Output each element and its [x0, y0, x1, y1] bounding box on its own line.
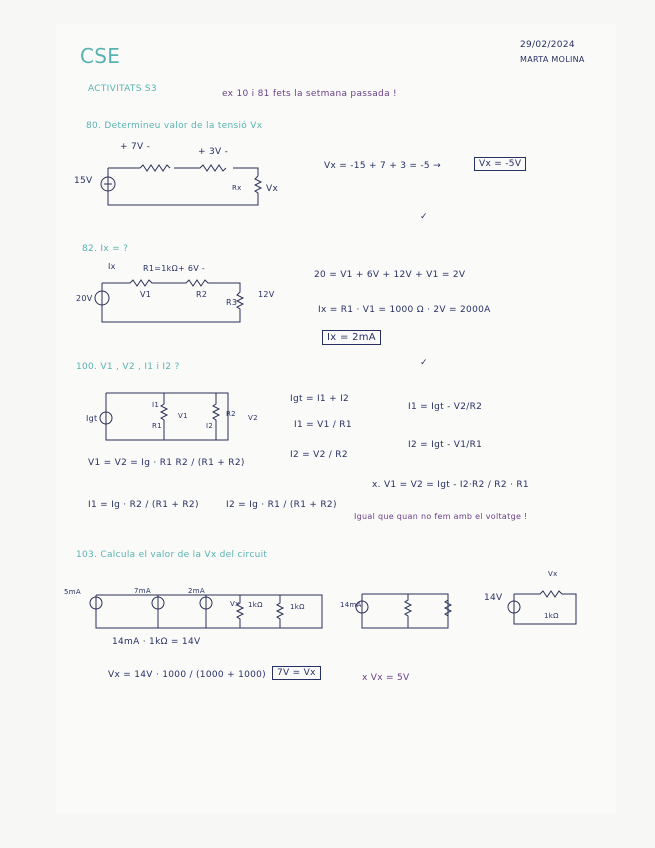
ex80-source: 15V [74, 176, 93, 186]
ex103-r1: 1kΩ [248, 601, 263, 609]
ex100-v2: V2 [248, 414, 258, 422]
author-name: MARTA MOLINA [520, 55, 585, 64]
activity-heading: ACTIVITATS S3 [88, 84, 157, 94]
ex80-equation: Vx = -15 + 7 + 3 = -5 → [324, 161, 441, 171]
ex103-r2: 1kΩ [290, 603, 305, 611]
ex100-r2: R2 [226, 410, 236, 418]
ex82-v1-label: V1 [140, 290, 152, 299]
ex103-7ma: 7mA [134, 587, 151, 595]
ex80-7v: + 7V - [120, 142, 151, 152]
ex82-ix: Ix [108, 262, 116, 271]
ex82-r1: R1=1kΩ [143, 264, 178, 273]
ex100-title: 100. V1 , V2 , I1 i I2 ? [76, 362, 180, 372]
ex103-sum: 14mA [340, 601, 362, 609]
ex100-eq-d: I1 = Igt - V2/R2 [408, 402, 483, 412]
ex82-6v: + 6V - [178, 264, 206, 273]
ex100-v1: V1 [178, 412, 188, 420]
ex80-title: 80. Determineu valor de la tensió Vx [86, 121, 263, 131]
ex103-title: 103. Calcula el valor de la Vx del circuit [76, 550, 268, 560]
ex80-3v: + 3V - [198, 147, 229, 157]
date: 29/02/2024 [520, 40, 575, 50]
ex82-title: 82. Ix = ? [82, 244, 129, 254]
ex80-vx: Vx [266, 184, 279, 194]
ex103-vx-b: Vx [548, 570, 558, 578]
ex103-line2: Vx = 14V · 1000 / (1000 + 1000) [108, 670, 266, 680]
ex103-r-b: 1kΩ [544, 612, 559, 620]
check-mark: ✓ [420, 358, 428, 368]
activity-note: ex 10 i 81 fets la setmana passada ! [222, 89, 397, 99]
ex100-eq-g: x. V1 = V2 = Igt - I2·R2 / R2 · R1 [372, 480, 529, 490]
ex103-14v: 14V [484, 593, 503, 603]
ex100-ig: Igt [86, 414, 98, 423]
ex103-2ma: 2mA [188, 587, 205, 595]
ex100-eq-c: I2 = V2 / R2 [290, 450, 348, 460]
ex80-result: Vx = -5V [474, 157, 526, 171]
ex100-eq-h: I1 = Ig · R2 / (R1 + R2) [88, 500, 199, 510]
ex103-correction: x Vx = 5V [362, 673, 410, 683]
ex100-eq-f: V1 = V2 = Ig · R1 R2 / (R1 + R2) [88, 458, 245, 468]
ex82-r2: R2 [196, 290, 208, 299]
ex100-eq-i: I2 = Ig · R1 / (R1 + R2) [226, 500, 337, 510]
ex100-eq-b: I1 = V1 / R1 [294, 420, 352, 430]
ex80-rx: Rx [232, 184, 242, 192]
ex100-remark: Igual que quan no fem amb el voltatge ! [354, 512, 528, 521]
ex100-i1: I1 [152, 401, 160, 409]
ex103-line1: 14mA · 1kΩ = 14V [112, 637, 201, 647]
check-mark: ✓ [420, 212, 428, 222]
ex82-eq1: 20 = V1 + 6V + 12V + V1 = 2V [314, 270, 466, 280]
ex82-source: 20V [76, 294, 93, 303]
ex82-eq2: Ix = R1 · V1 = 1000 Ω · 2V = 2000A [318, 305, 491, 315]
ex103-vx: Vx [230, 600, 240, 608]
ex100-eq-a: Igt = I1 + I2 [290, 394, 350, 404]
ex82-r3: R3 [226, 298, 238, 307]
ex82-12v: 12V [258, 290, 275, 299]
ex103-result: 7V = Vx [272, 666, 321, 680]
ex103-5ma: 5mA [64, 588, 81, 596]
ex100-eq-e: I2 = Igt - V1/R1 [408, 440, 483, 450]
ex82-result: Ix = 2mA [322, 330, 381, 345]
subject-title: CSE [80, 44, 121, 68]
ex100-r1: R1 [152, 422, 162, 430]
ex100-i2: I2 [206, 422, 214, 430]
